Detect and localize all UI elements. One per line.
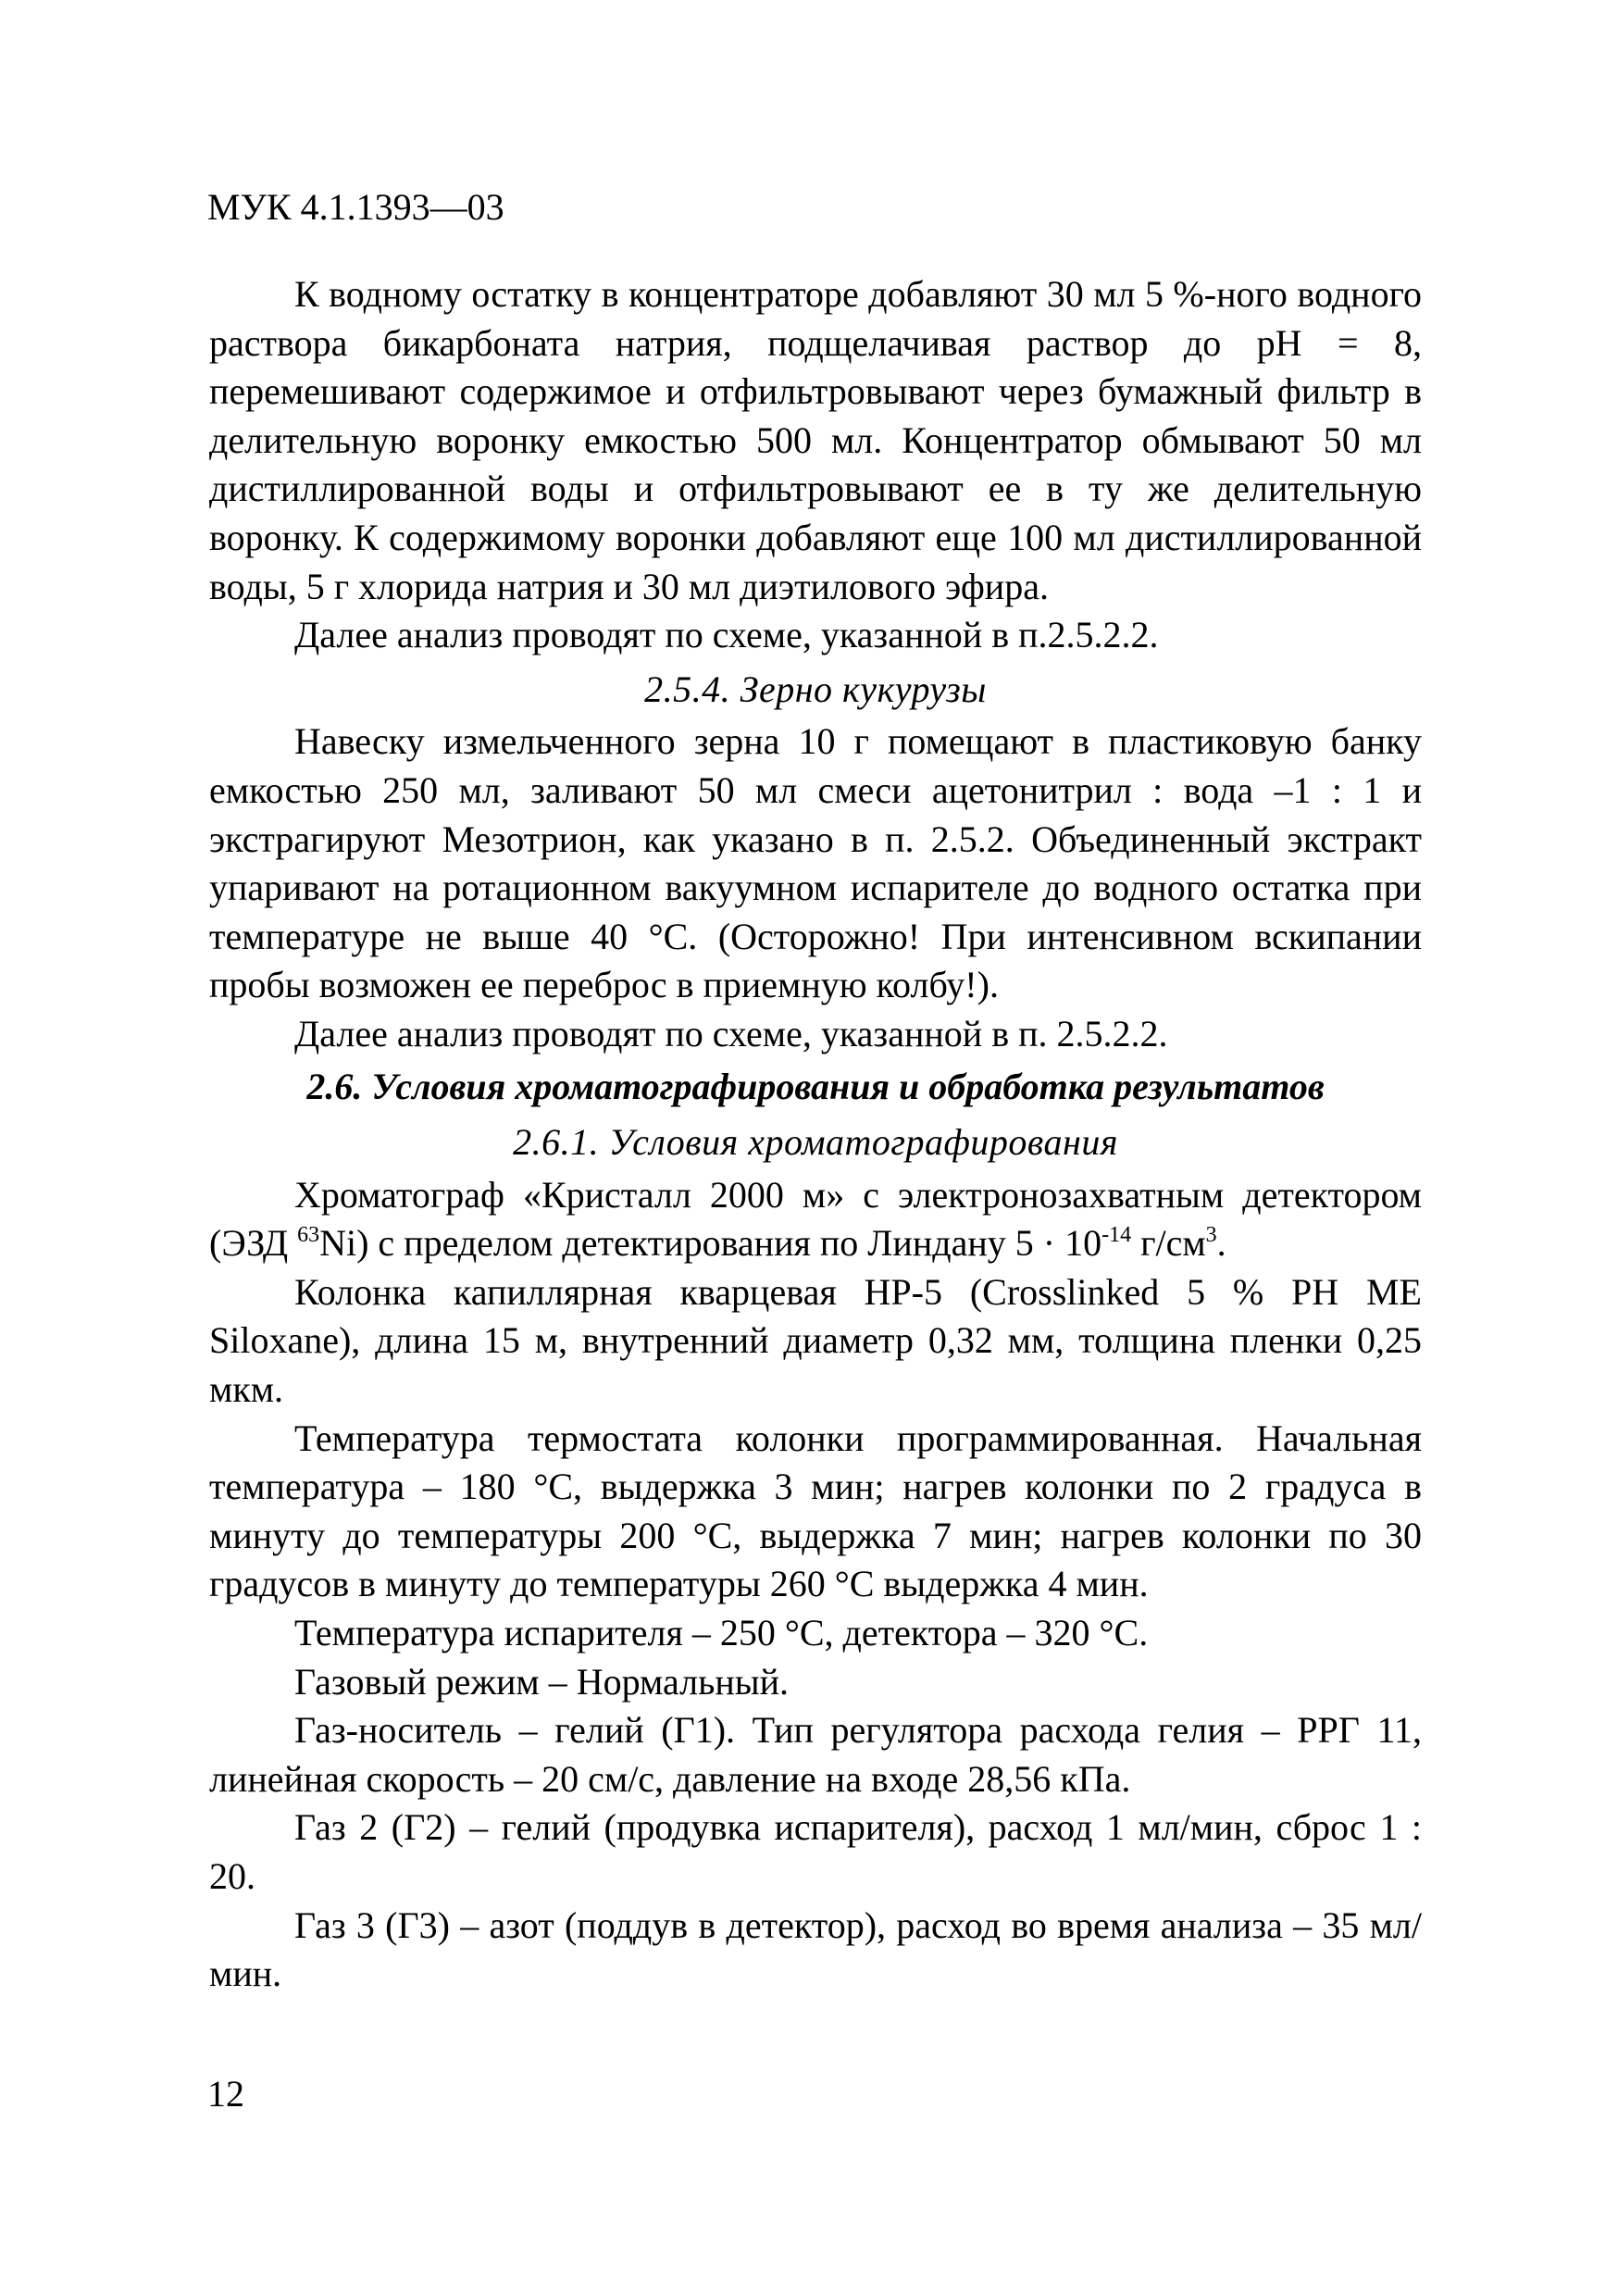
section-heading-2-5-4: 2.5.4. Зерно кукурузы <box>644 668 987 710</box>
document-code-header: МУК 4.1.1393—03 <box>207 186 504 228</box>
unit-exponent-superscript: 3 <box>1205 1223 1217 1248</box>
chromatograph-text-4: . <box>1216 1222 1226 1265</box>
chromatograph-text-3: г/см <box>1131 1222 1206 1265</box>
paragraph-gas-3: Газ 3 (Г3) – азот (поддув в детектор), расход во время анализа – 35 мл/мин. <box>209 1903 1422 1995</box>
paragraph-chromatograph <box>209 1171 1422 1268</box>
chromatograph-text-2: Ni) с пределом детектирования по Линдану 5 · 10 <box>319 1222 1102 1265</box>
paragraph-analysis-scheme-1: Далее анализ проводят по схеме, указанной в п.2.5.2.2. <box>294 614 1159 656</box>
section-heading-2-6-1: 2.6.1. Условия хроматографирования <box>513 1121 1118 1164</box>
paragraph-analysis-scheme-2: Далее анализ проводят по схеме, указанной в п. 2.5.2.2. <box>294 1012 1168 1054</box>
paragraph-capillary-column: Колонка капиллярная кварцевая HP-5 (Crosslinked 5 % PH ME Siloxane), длина 15 м, внутренний диаметр 0,32 мм, толщина пленки 0,25 мкм. <box>209 1270 1422 1411</box>
paragraph-corn-grain-sample: Навеску измельченного зерна 10 г помещают в пластиковую банку емкостью 250 мл, заливают 50 мл смеси ацетонитрил : вода –1 : 1 и экстрагируют Мезотрион, как указано в п. 2.5.2. Объединенный экстракт упаривают на ротационном вакуумном испарителе до водного остатка при температуре не выше 40 °С. (Осторожно! При интенсивном вскипании пробы возможен ее переброс в приемную колбу!). <box>209 720 1422 1006</box>
chromatograph-text-1: Хроматограф «Кристалл 2000 м» с электронозахватным детектором (ЭЗД <box>209 1173 1422 1265</box>
exponent-superscript: -14 <box>1101 1223 1132 1248</box>
paragraph-gas-mode: Газовый режим – Нормальный. <box>294 1660 790 1703</box>
paragraph-gas-2: Газ 2 (Г2) – гелий (продувка испарителя), расход 1 мл/мин, сброс 1 : 20. <box>209 1806 1422 1897</box>
isotope-mass-superscript: 63 <box>297 1223 320 1248</box>
page-number: 12 <box>207 2073 244 2115</box>
paragraph-aqueous-residue: К водному остатку в концентраторе добавляют 30 мл 5 %-ного водного раствора бикарбоната натрия, подщелачивая раствор до pH = 8, перемешивают содержимое и отфильтровывают через бумажный фильтр в делительную воронку емкостью 500 мл. Концентратор обмывают 50 мл дистиллированной воды и отфильтровывают ее в ту же делительную воронку. К содержимому воронки добавляют еще 100 мл дистиллированной воды, 5 г хлорида натрия и 30 мл диэтилового эфира. <box>209 273 1422 607</box>
paragraph-evaporator-temperature: Температура испарителя – 250 °С, детектора – 320 °С. <box>294 1612 1149 1654</box>
paragraph-thermostat-temperature: Температура термостата колонки программированная. Начальная температура – 180 °С, выдержка 3 мин; нагрев колонки по 2 градуса в минуту до температуры 200 °С, выдержка 7 мин; нагрев колонки по 30 градусов в минуту до температуры 260 °С выдержка 4 мин. <box>209 1416 1422 1605</box>
section-heading-2-6: 2.6. Условия хроматографирования и обработка результатов <box>306 1065 1325 1107</box>
document-body <box>209 270 1422 1999</box>
paragraph-carrier-gas: Газ-носитель – гелий (Г1). Тип регулятора расхода гелия – РРГ 11, линейная скорость – 20 см/с, давление на входе 28,56 кПа. <box>209 1709 1422 1800</box>
